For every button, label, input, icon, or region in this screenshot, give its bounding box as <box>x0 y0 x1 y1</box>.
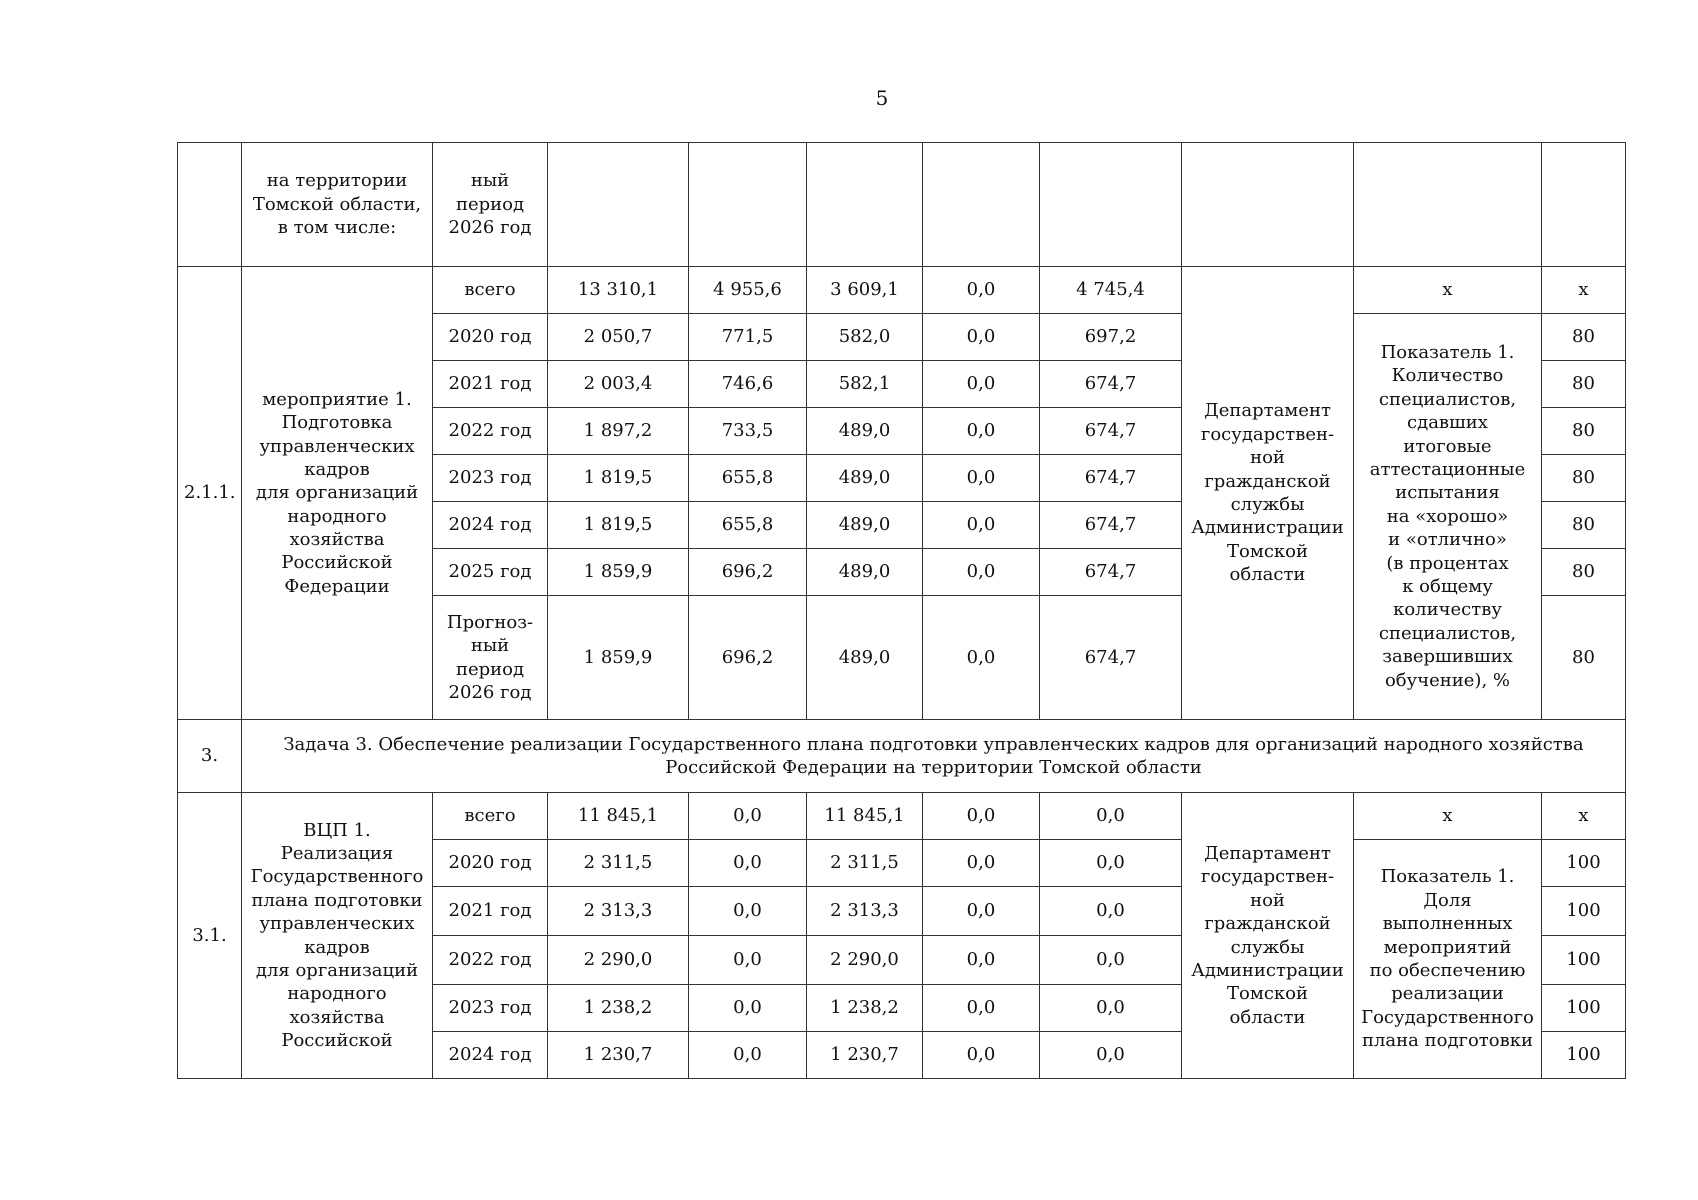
cell-col3: 0,0 <box>923 840 1040 887</box>
cell-col1: 696,2 <box>689 596 807 720</box>
cell-period: 2020 год <box>433 840 548 887</box>
cell-total: 1 819,5 <box>548 455 689 502</box>
cell-indicator: х <box>1354 267 1542 314</box>
cell-col2: 2 311,5 <box>807 840 923 887</box>
cell-col2: 489,0 <box>807 549 923 596</box>
cell-col2: 2 313,3 <box>807 887 923 936</box>
cell-col3: 0,0 <box>923 596 1040 720</box>
cell-period: Прогноз- ный период 2026 год <box>433 596 548 720</box>
cell-col1: 0,0 <box>689 793 807 840</box>
cell-period: всего <box>433 793 548 840</box>
cell-col2: 489,0 <box>807 455 923 502</box>
cell-col3: 0,0 <box>923 793 1040 840</box>
cell-period: 2023 год <box>433 985 548 1032</box>
cell-period: 2021 год <box>433 361 548 408</box>
cell-col3: 0,0 <box>923 549 1040 596</box>
cell-indicator: Показатель 1. Доля выполненных мероприятий по обеспечению реализации Государственного плана подготовки <box>1354 840 1542 1079</box>
cell-col3: 0,0 <box>923 936 1040 985</box>
cell-col4 <box>1040 143 1182 267</box>
cell-total: 2 290,0 <box>548 936 689 985</box>
cell-name: ВЦП 1. Реализация Государственного плана подготовки управленческих кадров для организаций народного хозяйства Российской <box>242 793 433 1079</box>
cell-col4: 697,2 <box>1040 314 1182 361</box>
cell-col4: 674,7 <box>1040 502 1182 549</box>
cell-col2: 1 238,2 <box>807 985 923 1032</box>
cell-col2: 11 845,1 <box>807 793 923 840</box>
cell-col4: 0,0 <box>1040 985 1182 1032</box>
cell-col1: 0,0 <box>689 887 807 936</box>
cell-indicator-value: 80 <box>1542 502 1626 549</box>
cell-col4: 0,0 <box>1040 887 1182 936</box>
cell-executor: Департамент государствен- ной гражданской службы Администрации Томской области <box>1182 793 1354 1079</box>
cell-indicator-value: 100 <box>1542 936 1626 985</box>
cell-col4: 4 745,4 <box>1040 267 1182 314</box>
cell-indicator <box>1354 143 1542 267</box>
cell-indicator-value: 80 <box>1542 408 1626 455</box>
cell-col2: 489,0 <box>807 502 923 549</box>
cell-name: на территории Томской области, в том числе: <box>242 143 433 267</box>
cell-indicator-value: 100 <box>1542 887 1626 936</box>
table-row <box>178 793 1626 840</box>
program-plan-table <box>177 142 1626 1079</box>
table-row <box>178 267 1626 314</box>
cell-period: ный период 2026 год <box>433 143 548 267</box>
cell-total: 1 859,9 <box>548 596 689 720</box>
cell-col4: 674,7 <box>1040 361 1182 408</box>
cell-col1: 733,5 <box>689 408 807 455</box>
cell-indicator-value: 80 <box>1542 314 1626 361</box>
cell-total: 2 050,7 <box>548 314 689 361</box>
cell-name: мероприятие 1. Подготовка управленческих кадров для организаций народного хозяйства Российской Федерации <box>242 267 433 720</box>
cell-period: 2022 год <box>433 936 548 985</box>
cell-col2: 1 230,7 <box>807 1032 923 1079</box>
cell-col3: 0,0 <box>923 1032 1040 1079</box>
cell-col3 <box>923 143 1040 267</box>
cell-total: 13 310,1 <box>548 267 689 314</box>
cell-col4: 0,0 <box>1040 840 1182 887</box>
cell-total: 2 003,4 <box>548 361 689 408</box>
cell-period: 2022 год <box>433 408 548 455</box>
cell-indicator-value: 100 <box>1542 1032 1626 1079</box>
cell-col1: 771,5 <box>689 314 807 361</box>
cell-col4: 0,0 <box>1040 936 1182 985</box>
cell-indicator-value: х <box>1542 267 1626 314</box>
cell-col2 <box>807 143 923 267</box>
cell-col1: 0,0 <box>689 1032 807 1079</box>
cell-period: всего <box>433 267 548 314</box>
cell-task-text: Задача 3. Обеспечение реализации Государственного плана подготовки управленческих кадров для организаций народного хозяйства Российской Федерации на территории Томской области <box>242 720 1626 793</box>
cell-col2: 489,0 <box>807 408 923 455</box>
cell-period: 2021 год <box>433 887 548 936</box>
cell-indicator-value: 80 <box>1542 455 1626 502</box>
cell-period: 2023 год <box>433 455 548 502</box>
cell-num <box>178 143 242 267</box>
cell-col3: 0,0 <box>923 314 1040 361</box>
cell-col3: 0,0 <box>923 455 1040 502</box>
cell-executor <box>1182 143 1354 267</box>
cell-total: 11 845,1 <box>548 793 689 840</box>
cell-col1: 696,2 <box>689 549 807 596</box>
cell-indicator-value: 80 <box>1542 361 1626 408</box>
cell-col3: 0,0 <box>923 502 1040 549</box>
cell-col1: 0,0 <box>689 936 807 985</box>
cell-col3: 0,0 <box>923 408 1040 455</box>
cell-period: 2024 год <box>433 502 548 549</box>
cell-indicator-value: х <box>1542 793 1626 840</box>
cell-col3: 0,0 <box>923 361 1040 408</box>
cell-indicator-value: 100 <box>1542 985 1626 1032</box>
cell-col1: 655,8 <box>689 455 807 502</box>
cell-executor: Департамент государствен- ной гражданской службы Администрации Томской области <box>1182 267 1354 720</box>
cell-indicator-value <box>1542 143 1626 267</box>
cell-num: 3. <box>178 720 242 793</box>
cell-col1 <box>689 143 807 267</box>
cell-indicator-value: 100 <box>1542 840 1626 887</box>
cell-col3: 0,0 <box>923 985 1040 1032</box>
cell-col4: 0,0 <box>1040 793 1182 840</box>
cell-num: 3.1. <box>178 793 242 1079</box>
cell-total: 1 859,9 <box>548 549 689 596</box>
cell-period: 2020 год <box>433 314 548 361</box>
continuation-row <box>178 143 1626 267</box>
cell-col3: 0,0 <box>923 887 1040 936</box>
cell-indicator: Показатель 1. Количество специалистов, сдавших итоговые аттестационные испытания на «хорошо» и «отлично» (в процентах к общему количеству специалистов, завершивших обучение), % <box>1354 314 1542 720</box>
cell-col1: 0,0 <box>689 840 807 887</box>
task-row <box>178 720 1626 793</box>
cell-col2: 582,0 <box>807 314 923 361</box>
cell-total: 1 230,7 <box>548 1032 689 1079</box>
cell-total: 1 238,2 <box>548 985 689 1032</box>
cell-col1: 655,8 <box>689 502 807 549</box>
cell-col1: 746,6 <box>689 361 807 408</box>
cell-col4: 674,7 <box>1040 408 1182 455</box>
cell-col4: 674,7 <box>1040 455 1182 502</box>
cell-col1: 4 955,6 <box>689 267 807 314</box>
cell-total: 2 313,3 <box>548 887 689 936</box>
cell-total: 1 819,5 <box>548 502 689 549</box>
cell-num: 2.1.1. <box>178 267 242 720</box>
cell-total: 2 311,5 <box>548 840 689 887</box>
cell-indicator: х <box>1354 793 1542 840</box>
cell-indicator-value: 80 <box>1542 596 1626 720</box>
page-number: 5 <box>875 86 889 110</box>
cell-period: 2025 год <box>433 549 548 596</box>
cell-col2: 489,0 <box>807 596 923 720</box>
cell-col1: 0,0 <box>689 985 807 1032</box>
cell-indicator-value: 80 <box>1542 549 1626 596</box>
cell-col2: 3 609,1 <box>807 267 923 314</box>
cell-col4: 674,7 <box>1040 549 1182 596</box>
cell-col4: 674,7 <box>1040 596 1182 720</box>
cell-total <box>548 143 689 267</box>
cell-period: 2024 год <box>433 1032 548 1079</box>
cell-col2: 2 290,0 <box>807 936 923 985</box>
cell-col4: 0,0 <box>1040 1032 1182 1079</box>
cell-total: 1 897,2 <box>548 408 689 455</box>
cell-col2: 582,1 <box>807 361 923 408</box>
cell-col3: 0,0 <box>923 267 1040 314</box>
